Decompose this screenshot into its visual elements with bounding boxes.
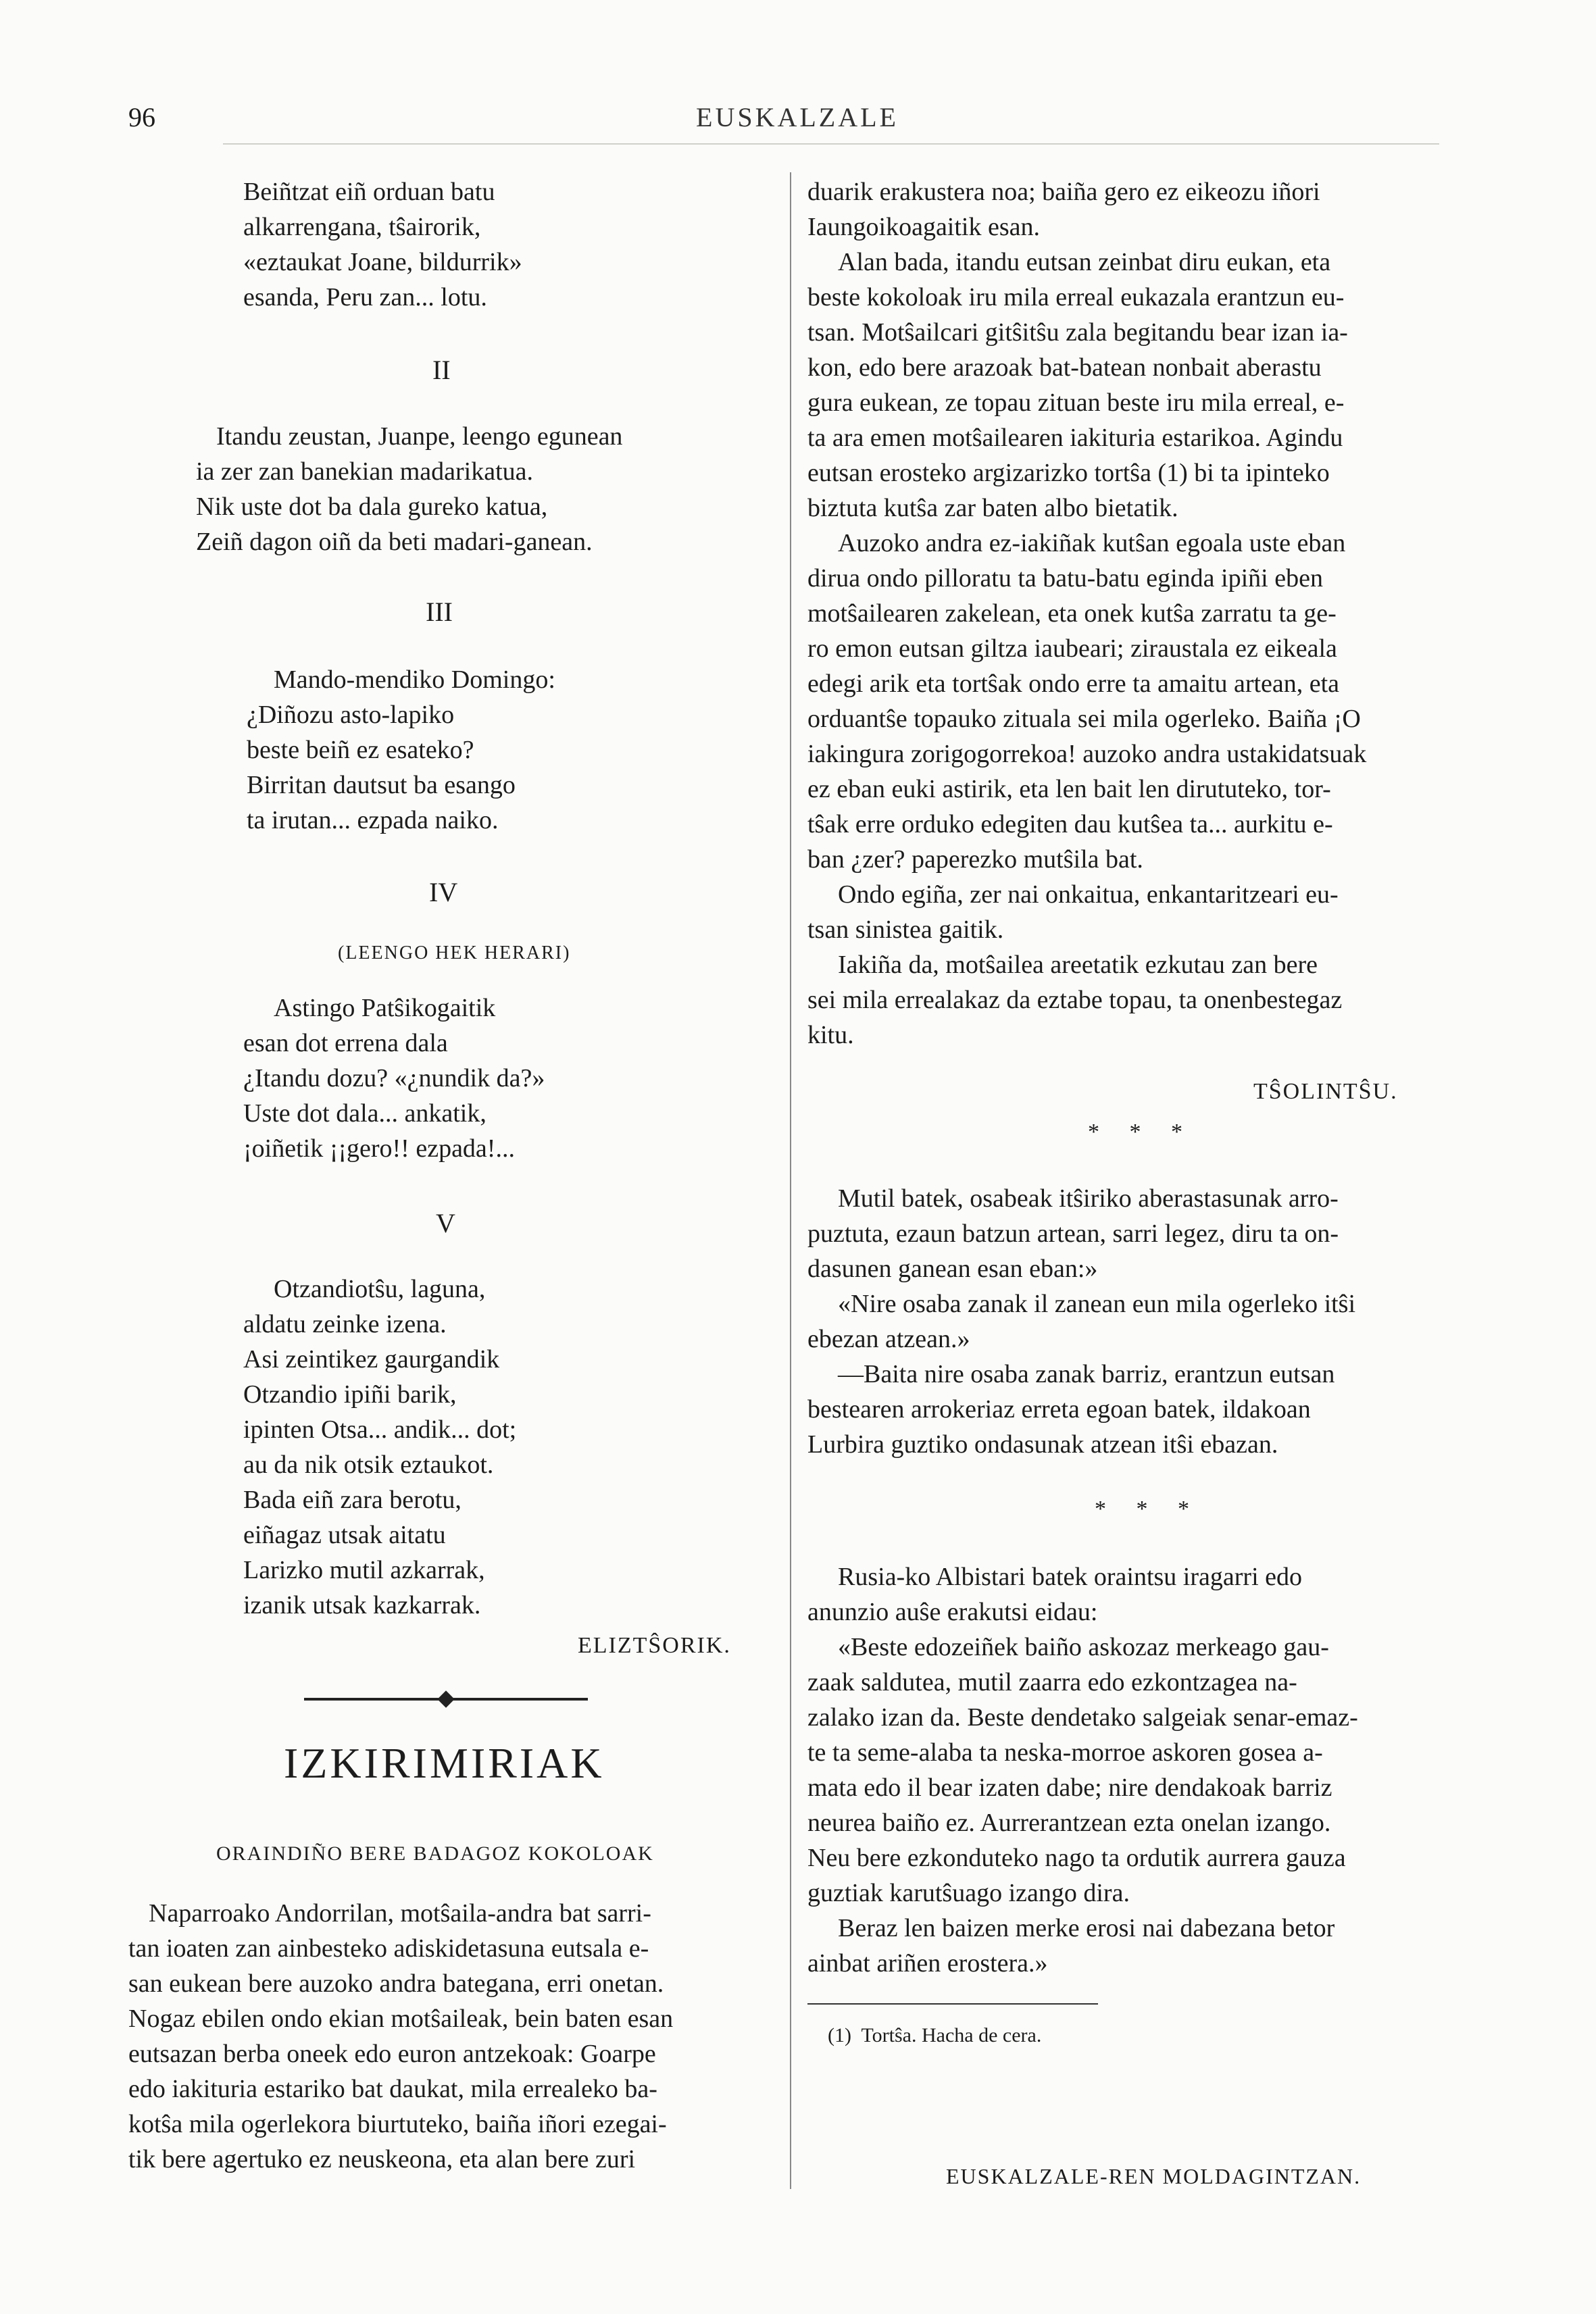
prose-line: dasunen ganean esan eban:»: [807, 1255, 1098, 1283]
prose-line: kotŝa mila ogerlekora biurtuteko, baiña iñori ezegai-: [128, 2110, 667, 2138]
prose-line: Neu bere ezkonduteko nago ta ordutik aurrera gauza: [807, 1844, 1346, 1872]
prose-line: zalako izan da. Beste dendetako salgeiak senar-emaz-: [807, 1703, 1358, 1732]
prose-line: kon, edo bere arazoak bat-batean nonbait aberastu: [807, 353, 1322, 382]
verse-line: Otzandio ipiñi barik,: [243, 1380, 457, 1409]
section-divider-stars: * * *: [1088, 1120, 1195, 1145]
prose-line: zaak saldutea, mutil zaarra edo ezkontzagea na-: [807, 1668, 1297, 1696]
prose-line: guztiak karutŝuago izango dira.: [807, 1879, 1130, 1907]
prose-line: Naparroako Andorrilan, motŝaila-andra bat sarri-: [149, 1899, 651, 1928]
prose-line: sei mila errealakaz da eztabe topau, ta onenbestegaz: [807, 986, 1343, 1014]
footnote-rule: [807, 2003, 1098, 2005]
prose-line: Alan bada, itandu eutsan zeinbat diru eukan, eta: [838, 248, 1331, 276]
verse-line: esan dot errena dala: [243, 1029, 448, 1057]
prose-line: eutsan erosteko argizarizko tortŝa (1) bi ta ipinteko: [807, 459, 1330, 487]
prose-line: iakingura zorigogorrekoa! auzoko andra ustakidatsuak: [807, 740, 1367, 768]
prose-line: kitu.: [807, 1021, 854, 1049]
verse-line: ia zer zan banekian madarikatua.: [196, 457, 533, 486]
printer-imprint: EUSKALZALE-REN MOLDAGINTZAN.: [946, 2164, 1362, 2188]
poem-signature: ELIZTŜORIK.: [578, 1633, 731, 1658]
verse-line: Asi zeintikez gaurgandik: [243, 1345, 500, 1374]
running-title: EUSKALZALE: [696, 102, 899, 132]
prose-line: anunzio auŝe erakutsi eidau:: [807, 1598, 1098, 1626]
verse-line: Birritan dautsut ba esango: [247, 771, 516, 799]
prose-line: gura eukean, ze topau zituan beste iru mila erreal, e-: [807, 388, 1345, 417]
prose-line: ebezan atzean.»: [807, 1325, 970, 1353]
verse-line: Mando-mendiko Domingo:: [274, 665, 555, 694]
verse-line: eiñagaz utsak aitatu: [243, 1521, 446, 1549]
verse-line: ¡oiñetik ¡¡gero!! ezpada!...: [243, 1134, 515, 1163]
prose-line: —Baita nire osaba zanak barriz, erantzun eutsan: [838, 1360, 1335, 1388]
prose-line: Auzoko andra ez-iakiñak kutŝan egoala uste eban: [838, 529, 1346, 557]
verse-line: ipinten Otsa... andik... dot;: [243, 1415, 517, 1444]
verse-line: «eztaukat Joane, bildurrik»: [243, 248, 522, 276]
verse-line: beste beiñ ez esateko?: [247, 736, 474, 764]
prose-line: ez eban euki astirik, eta len bait len dirututeko, tor-: [807, 775, 1331, 803]
prose-line: ainbat ariñen erostera.»: [807, 1949, 1048, 1978]
prose-line: Mutil batek, osabeak itŝiriko aberastasunak arro-: [838, 1184, 1339, 1213]
prose-line: san eukean bere auzoko andra bategana, erri onetan.: [128, 1969, 664, 1998]
verse-line: Uste dot dala... ankatik,: [243, 1099, 487, 1128]
prose-line: bestearen arrokeriaz erreta egoan batek, ildakoan: [807, 1395, 1311, 1424]
verse-line: ¿Itandu dozu? «¿nundik da?»: [243, 1064, 545, 1092]
prose-line: Nogaz ebilen ondo ekian motŝaileak, bein baten esan: [128, 2005, 674, 2033]
verse-line: alkarrengana, tŝairorik,: [243, 213, 481, 241]
prose-line: edo iakituria estariko bat daukat, mila errealeko ba-: [128, 2075, 657, 2103]
verse-line: ¿Diñozu asto-lapiko: [247, 701, 455, 729]
prose-line: Iaungoikoagaitik esan.: [807, 213, 1041, 241]
prose-line: puztuta, ezaun batzun artean, sarri legez, diru ta on-: [807, 1219, 1339, 1248]
verse-line: Nik uste dot ba dala gureko katua,: [196, 493, 548, 521]
verse-line: Itandu zeustan, Juanpe, leengo egunean: [216, 422, 623, 451]
verse-line: aldatu zeinke izena.: [243, 1310, 447, 1338]
prose-line: edegi arik eta tortŝak ondo erre ta amaitu artean, eta: [807, 670, 1340, 698]
prose-line: tŝak erre orduko edegiten dau kutŝea ta... aurkitu e-: [807, 810, 1333, 838]
verse-line: ta irutan... ezpada naiko.: [247, 806, 499, 834]
prose-line: «Beste edozeiñek baiño askozaz merkeago gau-: [838, 1633, 1329, 1661]
section-number: III: [426, 597, 453, 627]
verse-line: au da nik otsik eztaukot.: [243, 1451, 494, 1479]
verse-line: esanda, Peru zan... lotu.: [243, 283, 487, 311]
prose-line: mata edo il bear izaten dabe; nire dendakoak barriz: [807, 1774, 1332, 1802]
section-number: V: [436, 1208, 455, 1238]
prose-line: neurea baiño ez. Aurrerantzean ezta onelan izango.: [807, 1809, 1331, 1837]
verse-line: Bada eiñ zara berotu,: [243, 1486, 462, 1514]
header-rule: [223, 143, 1439, 145]
prose-line: ro emon eutsan giltza iaubeari; ziraustala ez eikeala: [807, 634, 1337, 663]
prose-line: tsan. Motŝailcari gitŝitŝu zala begitandu bear izan ia-: [807, 318, 1348, 347]
prose-line: dirua ondo pilloratu ta batu-batu eginda ipiñi eben: [807, 564, 1323, 593]
section-number: II: [432, 355, 451, 385]
footnote: (1) Tortŝa. Hacha de cera.: [828, 2024, 1042, 2046]
prose-line: Rusia-ko Albistari batek oraintsu iragarri edo: [838, 1563, 1302, 1591]
verse-line: Larizko mutil azkarrak,: [243, 1556, 485, 1584]
page-number: 96: [128, 102, 155, 132]
prose-line: motŝailearen zakelean, eta onek kutŝa zarratu ta ge-: [807, 599, 1337, 628]
prose-line: Beraz len baizen merke erosi nai dabezana betor: [838, 1914, 1335, 1942]
prose-line: tik bere agertuko ez neuskeona, eta alan bere zuri: [128, 2145, 636, 2173]
prose-line: orduantŝe topauko zituala sei mila ogerleko. Baiña ¡O: [807, 705, 1361, 733]
prose-line: duarik erakustera noa; baiña gero ez eikeozu iñori: [807, 178, 1320, 206]
prose-line: ta ara emen motŝailearen iakituria estarikoa. Agindu: [807, 424, 1343, 452]
verse-line: izanik utsak kazkarrak.: [243, 1591, 481, 1619]
section-title: IZKIRIMIRIAK: [284, 1739, 605, 1787]
prose-line: biztuta kutŝa zar baten albo bietatik.: [807, 494, 1178, 522]
prose-line: beste kokoloak iru mila erreal eukazala erantzun eu-: [807, 283, 1345, 311]
ornament-diamond: [437, 1690, 454, 1707]
section-subtitle: (LEENGO HEK HERARI): [338, 942, 571, 963]
prose-line: tan ioaten zan ainbesteko adiskidetasuna eutsala e-: [128, 1934, 649, 1963]
verse-line: Beiñtzat eiñ orduan batu: [243, 178, 495, 206]
prose-line: Iakiña da, motŝailea areetatik ezkutau zan bere: [838, 951, 1318, 979]
section-divider-stars: * * *: [1095, 1496, 1201, 1521]
verse-line: Otzandiotŝu, laguna,: [274, 1275, 486, 1303]
prose-line: te ta seme-alaba ta neska-morroe askoren gosea a-: [807, 1738, 1323, 1767]
prose-line: Ondo egiña, zer nai onkaitua, enkantaritzeari eu-: [838, 880, 1339, 909]
prose-line: «Nire osaba zanak il zanean eun mila ogerleko itŝi: [838, 1290, 1356, 1318]
prose-line: Lurbira guztiko ondasunak atzean itŝi ebazan.: [807, 1430, 1278, 1459]
prose-line: eutsazan berba oneek edo euron antzekoak: Goarpe: [128, 2040, 656, 2068]
verse-line: Zeiñ dagon oiñ da beti madari-ganean.: [196, 528, 593, 556]
prose-line: ban ¿zer? paperezko mutŝila bat.: [807, 845, 1143, 874]
prose-line: tsan sinistea gaitik.: [807, 915, 1004, 944]
column-divider: [790, 172, 791, 2189]
article-signature: TŜOLINTŜU.: [1253, 1079, 1398, 1104]
article-title: ORAINDIÑO BERE BADAGOZ KOKOLOAK: [216, 1842, 654, 1865]
section-number: IV: [429, 877, 458, 907]
verse-line: Astingo Patŝikogaitik: [274, 994, 496, 1022]
